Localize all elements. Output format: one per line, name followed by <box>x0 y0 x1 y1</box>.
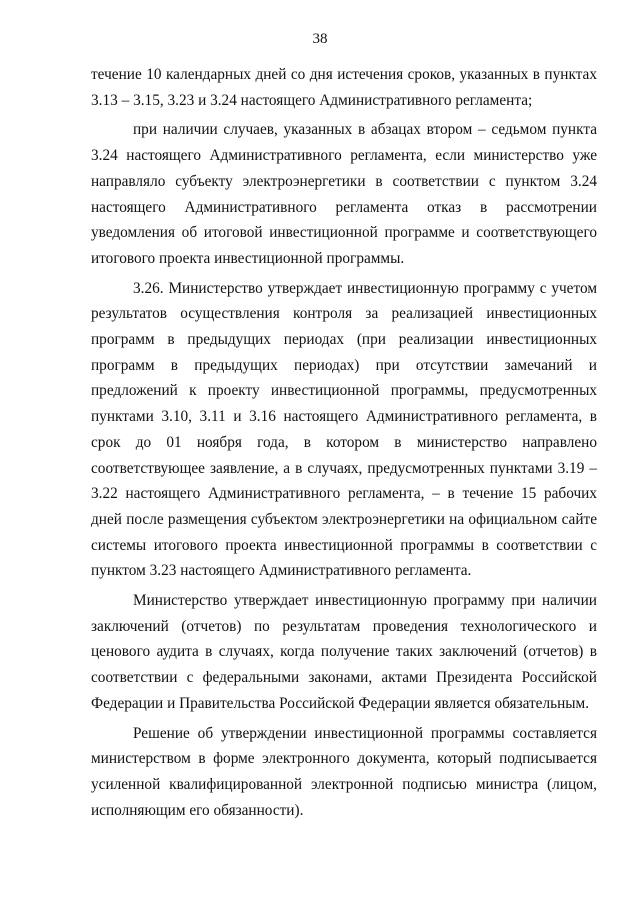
paragraph-refusal-case: при наличии случаев, указанных в абзацах втором – седьмом пункта 3.24 настоящего Административного регламента, если министерство уже направляло субъекту электроэнергетики в соответствии с пунктом 3.24 настоящего Административного регламента отказ в рассмотрении уведомления об итоговой инвестиционной программе и соответствующего итогового проекта инвестиционной программы. <box>91 121 597 267</box>
page-number: 38 <box>312 31 328 47</box>
paragraph-3-26-approval: 3.26. Министерство утверждает инвестиционную программу с учетом результатов осуществления контроля за реализацией инвестиционных программ в предыдущих периодах (при реализации инвестиционных программ в предыдущих периодах) при отсутствии замечаний и предложений к проекту инвестиционной программы, предусмотренных пунктами 3.10, 3.11 и 3.16 настоящего Административного регламента, в срок до 01 ноября года, в котором в министерство направлено соответствующее заявление, а в случаях, предусмотренных пунктами 3.19 – 3.22 настоящего Административного регламента, – в течение 15 рабочих дней после размещения субъектом электроэнергетики на официальном сайте системы итогового проекта инвестиционной программы в соответствии с пунктом 3.23 настоящего Административного регламента. <box>91 279 597 580</box>
paragraph-deadline-continuation: течение 10 календарных дней со дня истечения сроков, указанных в пунктах 3.13 – 3.15, 3.23 и 3.24 настоящего Административного регламента; <box>91 66 597 109</box>
document-body <box>91 62 597 827</box>
paragraph-electronic-decision: Решение об утверждении инвестиционной программы составляется министерством в форме электронного документа, который подписывается усиленной квалифицированной электронной подписью министра (лицом, исполняющим его обязанности). <box>91 724 597 819</box>
paragraph-audit-conclusions: Министерство утверждает инвестиционную программу при наличии заключений (отчетов) по результатам проведения технологического и ценового аудита в случаях, когда получение таких заключений (отчетов) в соответствии с федеральными законами, актами Президента Российской Федерации и Правительства Российской Федерации является обязательным. <box>91 592 597 712</box>
